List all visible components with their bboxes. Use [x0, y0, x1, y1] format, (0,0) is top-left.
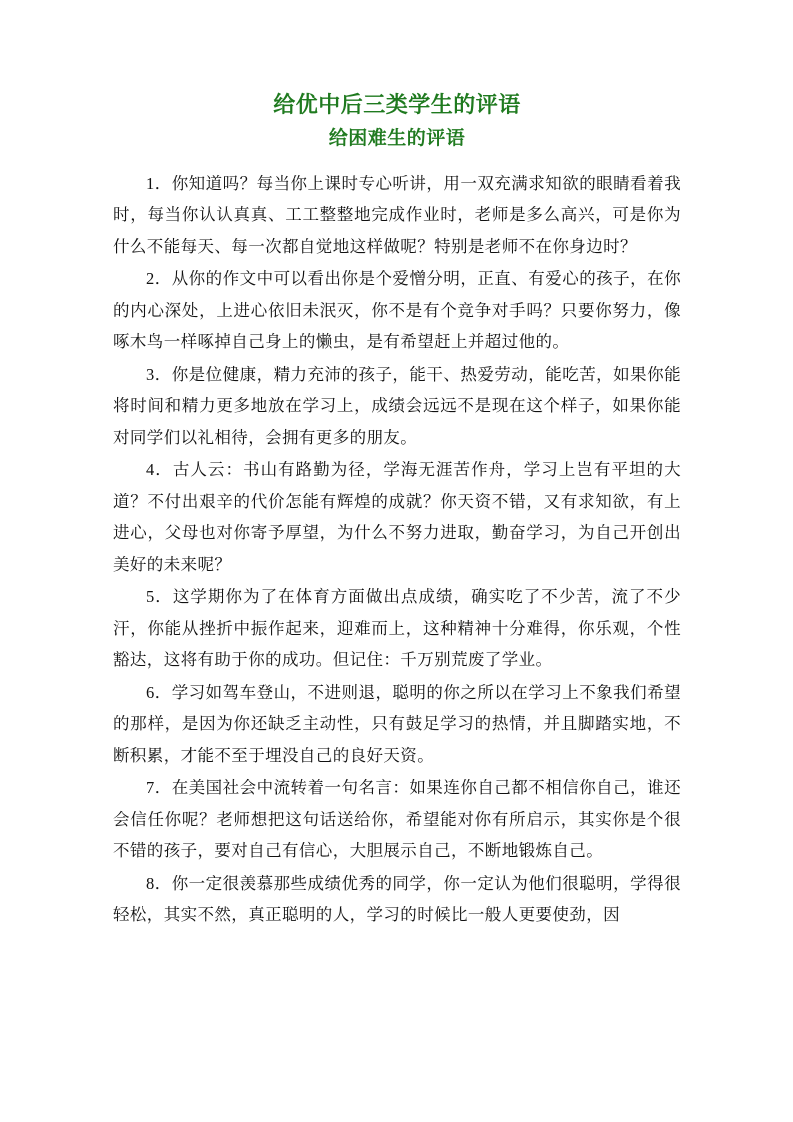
paragraph: 4．古人云：书山有路勤为径，学海无涯苦作舟，学习上岂有平坦的大道？不付出艰辛的代价怎能有辉煌的成就？你天资不错，又有求知欲，有上进心，父母也对你寄予厚望，为什么不努力进取，勤奋学习，为自己开创出美好的未来呢？: [113, 460, 681, 574]
paragraph: 2．从你的作文中可以看出你是个爱憎分明，正直、有爱心的孩子，在你的内心深处，上进心依旧未泯灭，你不是有个竞争对手吗？只要你努力，像啄木鸟一样啄掉自己身上的懒虫，是有希望赶上并超过他的。: [113, 269, 681, 351]
paragraph: 6．学习如驾车登山，不进则退，聪明的你之所以在学习上不象我们希望的那样，是因为你还缺乏主动性，只有鼓足学习的热情，并且脚踏实地，不断积累，才能不至于埋没自己的良好天资。: [113, 682, 681, 765]
paragraph: 8．你一定很羡慕那些成绩优秀的同学，你一定认为他们很聪明，学得很轻松，其实不然，真正聪明的人，学习的时候比一般人更要使劲，因: [113, 873, 681, 924]
page-subtitle: 给困难生的评语: [328, 128, 466, 149]
page-title: 给优中后三类学生的评语: [273, 92, 521, 117]
document-body: [113, 88, 681, 932]
paragraph: 7．在美国社会中流转着一句名言：如果连你自己都不相信你自己，谁还会信任你呢？老师想把这句话送给你，希望能对你有所启示，其实你是个很不错的孩子，要对自己有信心，大胆展示自己，不断地锻炼自己。: [113, 778, 681, 860]
paragraph: 1．你知道吗？每当你上课时专心听讲，用一双充满求知欲的眼睛看着我时，每当你认认真真、工工整整地完成作业时，老师是多么高兴，可是你为什么不能每天、每一次都自觉地这样做呢？特别是老师不在你身边时？: [113, 173, 681, 256]
paragraph: 5．这学期你为了在体育方面做出点成绩，确实吃了不少苦，流了不少汗，你能从挫折中振作起来，迎难而上，这种精神十分难得，你乐观，个性豁达，这将有助于你的成功。但记住：千万别荒废了学业。: [113, 587, 681, 669]
paragraph: 3．你是位健康，精力充沛的孩子，能干、热爱劳动，能吃苦，如果你能将时间和精力更多地放在学习上，成绩会远远不是现在这个样子，如果你能对同学们以礼相待，会拥有更多的朋友。: [113, 364, 681, 447]
